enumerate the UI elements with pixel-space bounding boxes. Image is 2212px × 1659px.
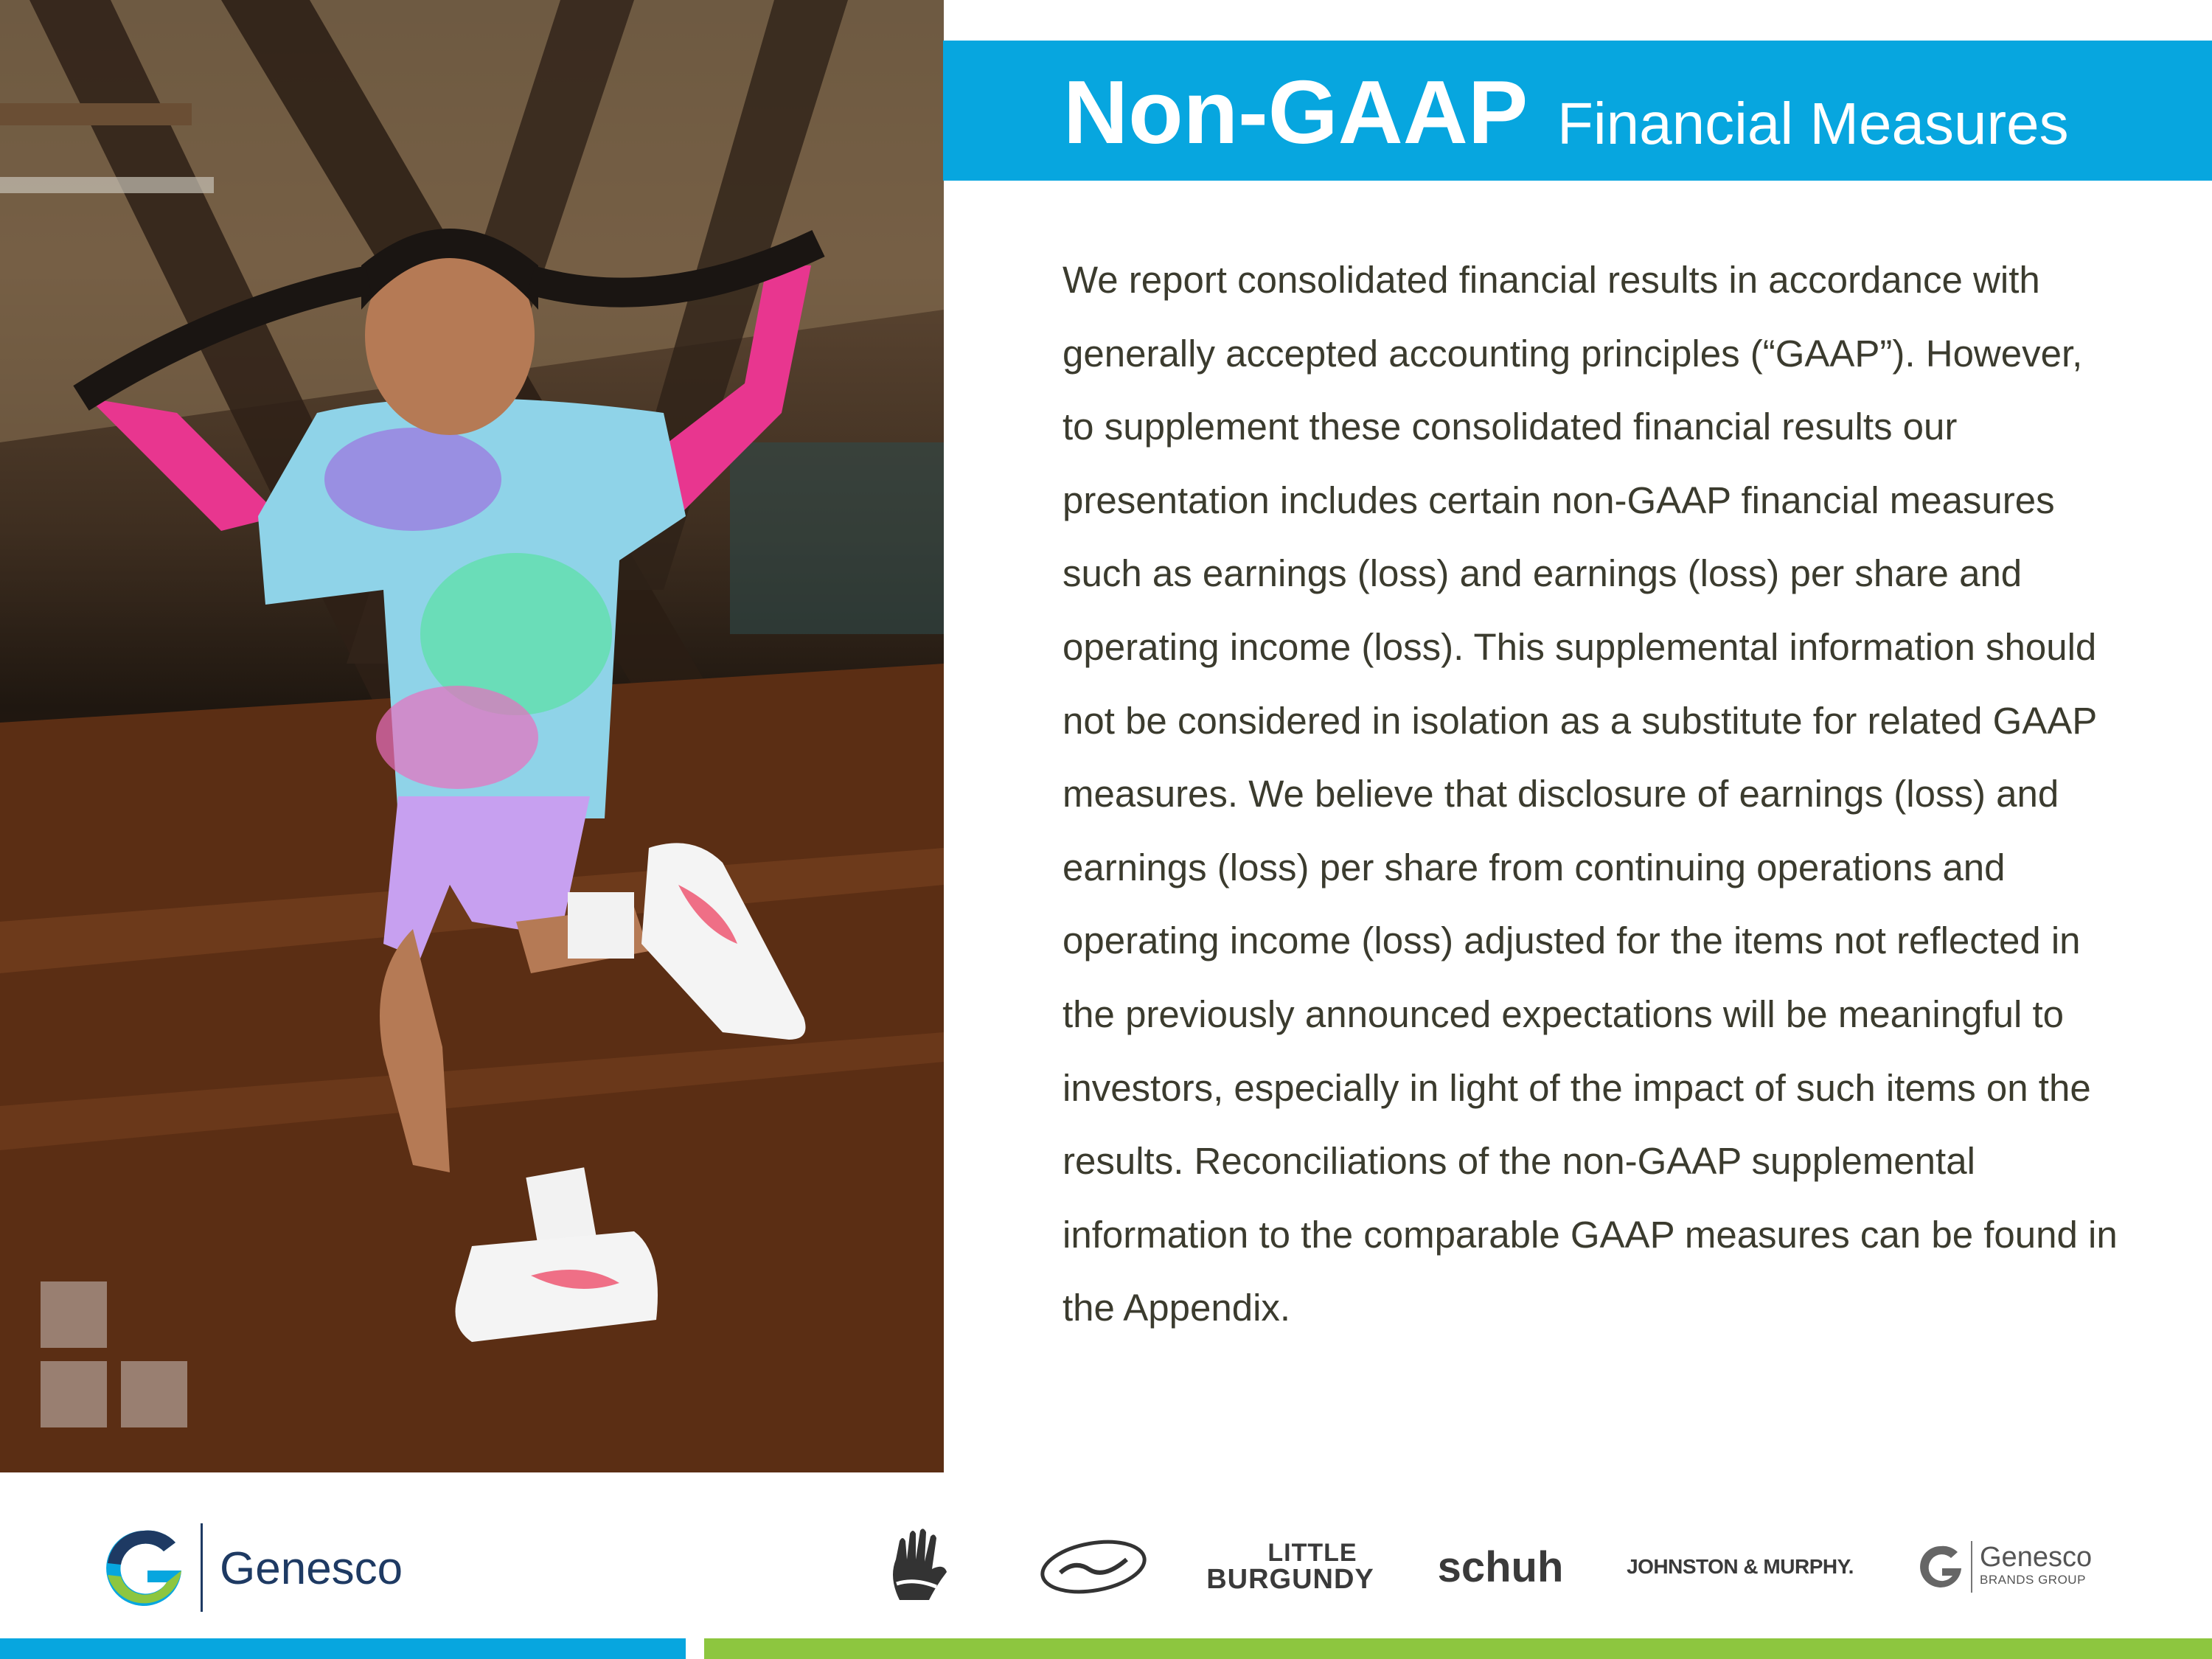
little-burgundy-line1: LITTLE bbox=[1267, 1539, 1357, 1567]
genesco-g-logo-icon bbox=[102, 1526, 186, 1610]
footer-stripe-green bbox=[704, 1638, 2212, 1659]
gbg-subtitle: BRANDS GROUP bbox=[1980, 1573, 2086, 1587]
journeys-handprint-logo bbox=[885, 1526, 951, 1607]
decorative-square bbox=[41, 1281, 107, 1348]
decorative-square bbox=[121, 1361, 187, 1427]
photo-illustration bbox=[0, 0, 944, 1472]
company-name: Genesco bbox=[220, 1543, 403, 1594]
page-title: Non-GAAP bbox=[1063, 62, 1528, 162]
body-paragraph: We report consolidated financial results in accordance with generally accepted accounting principles (“GAAP”). However, to supplement these consolidated financial results our presentation includes certain non-GAAP financial measures such as earnings (loss) and earnings (loss) per share and operating income (loss). This supplemental information should not be considered in isolation as a substitute for related GAAP measures. We believe that disclosure of earnings (loss) and earnings (loss) per share from continuing operations and operating income (loss) adjusted for the items not reflected in the previously announced expectations will be meaningful to investors, especially in light of the impact of such items on the results. Reconciliations of the non-GAAP supplemental information to the comparable GAAP measures can be found in the Appendix. bbox=[1062, 259, 2118, 1329]
genesco-brands-g-icon bbox=[1917, 1543, 1964, 1590]
hero-photo bbox=[0, 0, 944, 1472]
little-burgundy-logo bbox=[1206, 1519, 1374, 1615]
johnston-murphy-logo: JOHNSTON & MURPHY. bbox=[1627, 1555, 1854, 1578]
logo-divider bbox=[201, 1523, 203, 1612]
journeys-kidz-logo bbox=[1036, 1519, 1150, 1615]
decorative-squares bbox=[41, 1281, 188, 1429]
journeys-kidz-oval-logo bbox=[1038, 1537, 1149, 1596]
gbg-name: Genesco bbox=[1980, 1542, 2093, 1573]
page-subtitle: Financial Measures bbox=[1557, 91, 2069, 156]
footer-stripe-blue bbox=[0, 1638, 686, 1659]
little-burgundy-line2: BURGUNDY bbox=[1206, 1564, 1374, 1595]
decorative-square bbox=[41, 1361, 107, 1427]
genesco-brands-group-logo bbox=[1913, 1519, 2105, 1615]
schuh-logo: schuh bbox=[1437, 1543, 1564, 1591]
gbg-divider bbox=[1971, 1541, 1972, 1593]
company-logo bbox=[102, 1523, 485, 1615]
journeys-logo bbox=[863, 1519, 973, 1615]
